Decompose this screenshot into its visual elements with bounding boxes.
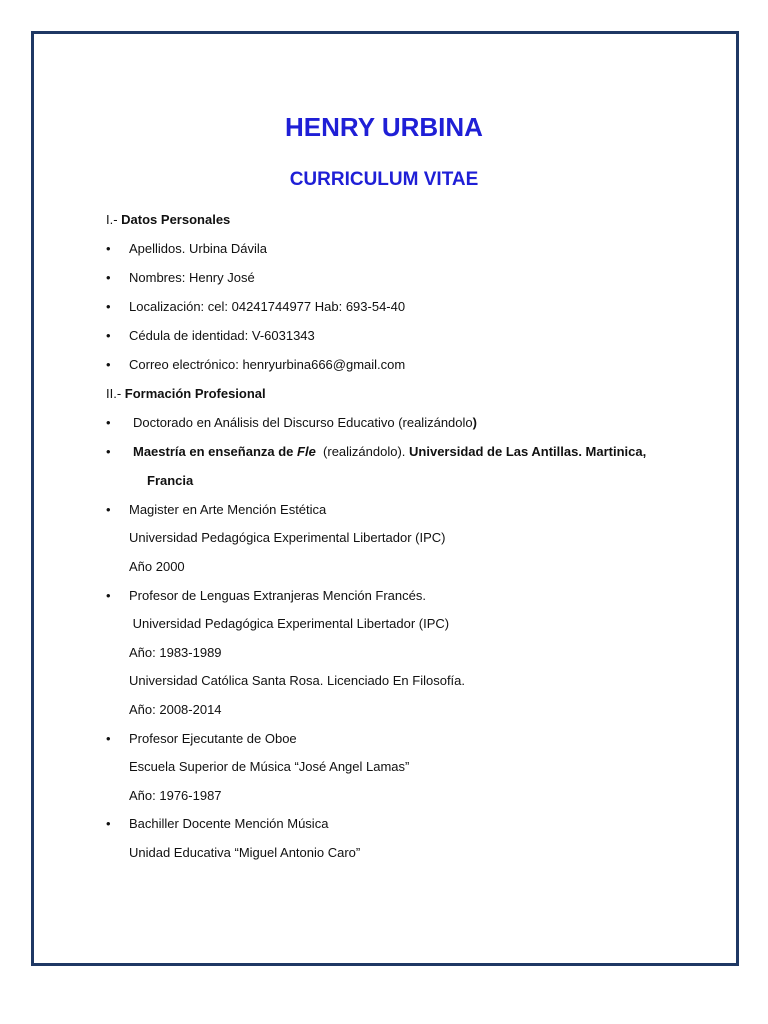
bullet-icon: • <box>106 415 111 430</box>
bullet-icon: • <box>106 731 111 746</box>
magister-title: Magister en Arte Mención Estética <box>129 502 327 517</box>
list-item: Cédula de identidad: V-6031343 <box>129 328 315 343</box>
profesor-lenguas-year2: Año: 2008-2014 <box>129 702 222 717</box>
section-title: Datos Personales <box>121 212 231 227</box>
bullet-icon: • <box>106 299 111 314</box>
bullet-icon: • <box>106 357 111 372</box>
profesor-lenguas-institution: Universidad Pedagógica Experimental Libertador (IPC) <box>129 616 450 631</box>
master-fle-part1: Maestría en enseñanza de <box>133 444 298 459</box>
section-prefix: I.- <box>106 212 122 227</box>
profesor-oboe-institution: Escuela Superior de Música “José Angel Lamas” <box>129 759 410 774</box>
master-fle-italic: Fle <box>297 444 316 459</box>
doctorate-close: ) <box>472 415 477 430</box>
profesor-oboe-title: Profesor Ejecutante de Oboe <box>129 731 297 746</box>
list-item: Correo electrónico: henryurbina666@gmail.com <box>129 357 406 372</box>
master-fle-part3: Universidad de Las Antillas. Martinica, <box>409 444 647 459</box>
bullet-icon: • <box>106 588 111 603</box>
list-item: Localización: cel: 04241744977 Hab: 693-54-40 <box>129 299 406 314</box>
profesor-lenguas-year: Año: 1983-1989 <box>129 645 222 660</box>
bachiller-title: Bachiller Docente Mención Música <box>129 816 329 831</box>
magister-institution: Universidad Pedagógica Experimental Libertador (IPC) <box>129 530 446 545</box>
section-prefix: II.- <box>106 386 125 401</box>
list-item-doctorate <box>133 415 477 430</box>
magister-year: Año 2000 <box>129 559 185 574</box>
bullet-icon: • <box>106 241 111 256</box>
bullet-icon: • <box>106 816 111 831</box>
bullet-icon: • <box>106 502 111 517</box>
bullet-icon: • <box>106 444 111 459</box>
profesor-lenguas-institution2: Universidad Católica Santa Rosa. Licenciado En Filosofía. <box>129 673 466 688</box>
list-item-master-fle <box>133 444 646 459</box>
section-title: Formación Profesional <box>124 386 266 401</box>
list-item: Nombres: Henry José <box>129 270 255 285</box>
list-item: Apellidos. Urbina Dávila <box>129 241 268 256</box>
master-fle-part2: (realizándolo). <box>315 444 410 459</box>
profesor-oboe-year: Año: 1976-1987 <box>129 788 222 803</box>
profesor-lenguas-title: Profesor de Lenguas Extranjeras Mención Francés. <box>129 588 426 603</box>
doctorate-text: Doctorado en Análisis del Discurso Educativo (realizándolo <box>133 415 473 430</box>
cv-name: HENRY URBINA <box>285 112 483 142</box>
master-fle-line2-text: Francia <box>147 473 194 488</box>
master-fle-line2 <box>147 473 193 488</box>
section-heading-training <box>106 386 266 401</box>
bullet-icon: • <box>106 270 111 285</box>
cv-subtitle: CURRICULUM VITAE <box>289 169 479 190</box>
bullet-icon: • <box>106 328 111 343</box>
section-heading-personal <box>106 212 230 227</box>
bachiller-institution: Unidad Educativa “Miguel Antonio Caro” <box>129 845 361 860</box>
